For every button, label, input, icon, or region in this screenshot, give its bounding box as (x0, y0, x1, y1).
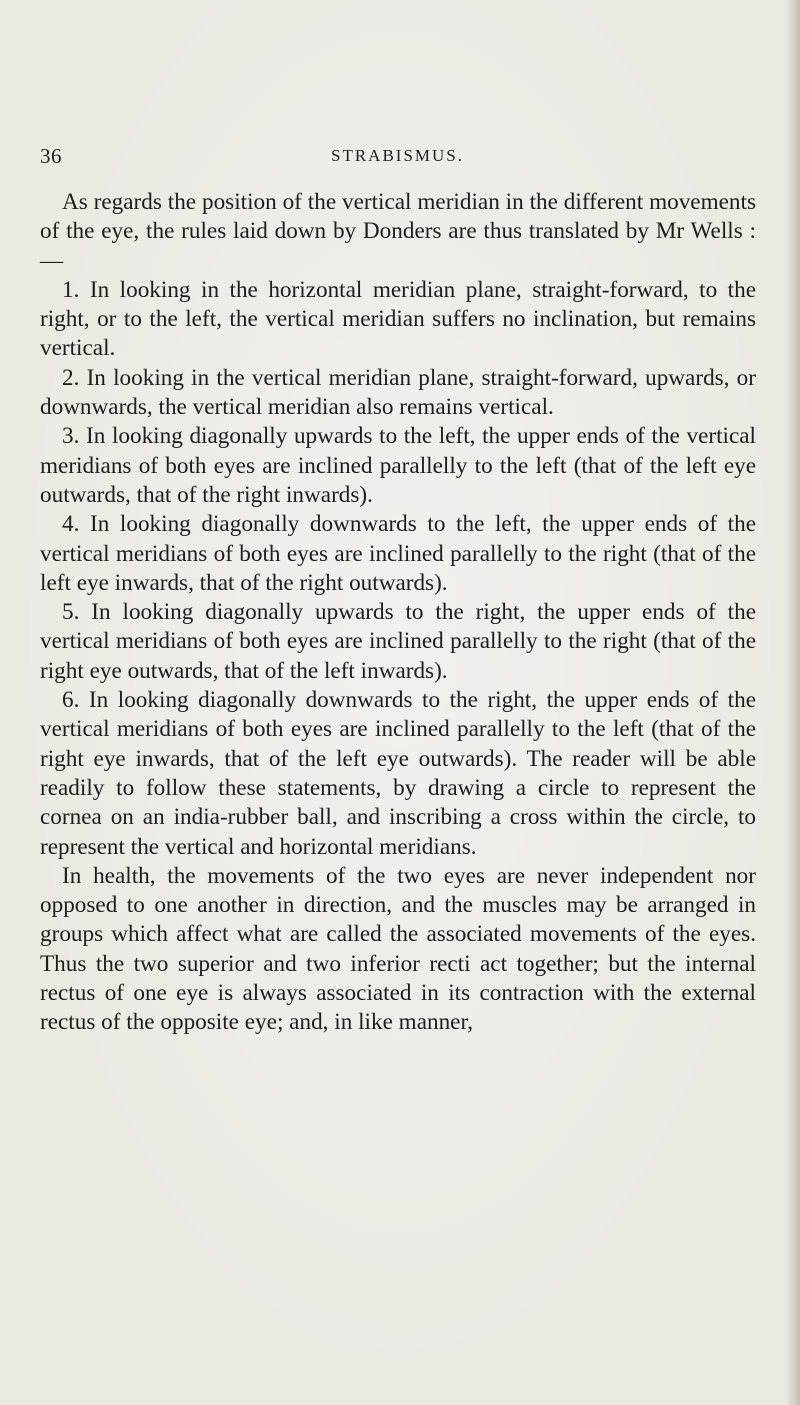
text-body (40, 188, 756, 1038)
paragraph-rule-5: 5. In looking diagonally upwards to the right, the upper ends of the vertical meridians of both eyes are inclined parallelly to the right (that of the right eye outwards, that of the left inwards). (40, 599, 756, 684)
paragraph-rule-1: 1. In looking in the horizontal meridian plane, straight-forward, to the right, or to the left, the vertical meridian suffers no inclination, but remains vertical. (40, 276, 756, 362)
paragraph-rule-4: 4. In looking diagonally downwards to the left, the upper ends of the vertical meridians of both eyes are inclined parallelly to the right (that of the left eye inwards, that of the right outwards). (40, 511, 756, 596)
paragraph-intro: As regards the position of the vertical meridian in the different movements of the eye, the rules laid down by Donders are thus translated by Mr Wells :— (40, 189, 756, 274)
page-number: 36 (40, 144, 62, 168)
paragraph-rule-2: 2. In looking in the vertical meridian plane, straight-forward, upwards, or downwards, the vertical meridian also remains vertical. (40, 364, 756, 421)
paragraph-rule-6: 6. In looking diagonally downwards to the right, the upper ends of the vertical meridians of both eyes are inclined parallelly to the left (that of the right eye inwards, that of the left eye outwards). The reader will be able readily to follow these statements, by drawing a circle to represent the cornea on an india-rubber ball, and inscribing a cross within the circle, to represent the vertical and horizontal meridians. (40, 687, 756, 860)
running-head (40, 144, 755, 174)
page-edge-shadow (786, 0, 800, 1405)
paragraph-health: In health, the movements of the two eyes are never independent nor opposed to one another in direction, and the muscles may be arranged in groups which affect what are called the associated movements of the eyes. Thus the two superior and two inferior recti act together; but the internal rectus of one eye is always associated in its contraction with the external rectus of the opposite eye; and, in like manner, (40, 862, 756, 1036)
paragraph-rule-3: 3. In looking diagonally upwards to the left, the upper ends of the vertical meridians of both eyes are inclined parallelly to the left (that of the left eye outwards, that of the right inwards). (40, 423, 756, 508)
running-title: STRABISMUS. (330, 146, 464, 165)
